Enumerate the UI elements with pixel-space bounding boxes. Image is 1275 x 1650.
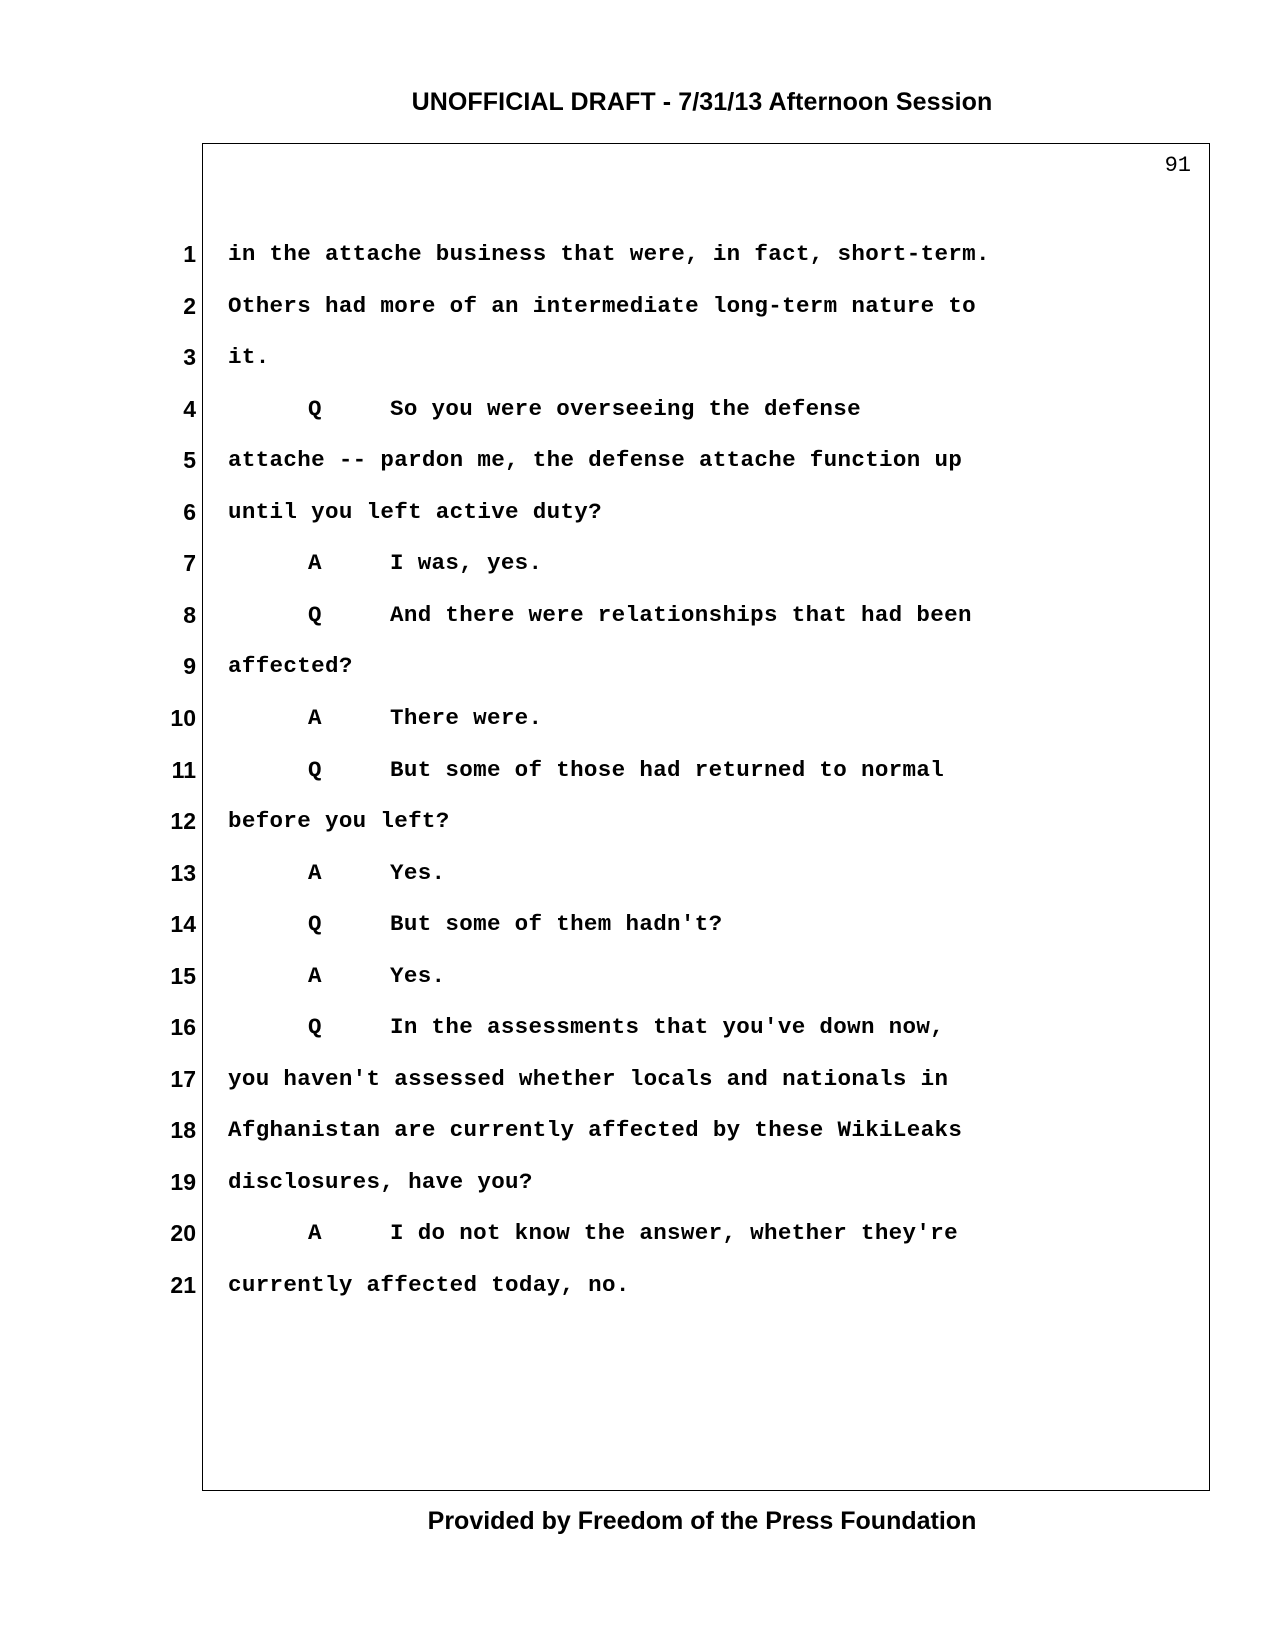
transcript-line [0, 497, 1275, 527]
line-text: it. [228, 344, 270, 370]
line-text: before you left? [228, 808, 450, 834]
line-text: Others had more of an intermediate long-term nature to [228, 293, 977, 319]
line-number: 9 [183, 653, 196, 679]
line-number: 10 [170, 705, 196, 731]
answer-marker: A [308, 860, 322, 886]
transcript-line [0, 1012, 1275, 1042]
transcript-line [0, 961, 1275, 991]
transcript-line [0, 1270, 1275, 1300]
question-marker: Q [308, 757, 322, 783]
line-number: 17 [170, 1066, 196, 1092]
question-marker: Q [308, 396, 322, 422]
transcript-line [0, 445, 1275, 475]
line-number: 13 [170, 860, 196, 886]
transcript-line [0, 1064, 1275, 1094]
answer-marker: A [308, 1220, 322, 1246]
line-text [308, 755, 944, 785]
line-number: 14 [170, 911, 196, 937]
document-footer: Provided by Freedom of the Press Foundation [427, 1507, 977, 1535]
question-marker: Q [308, 1014, 322, 1040]
line-text [308, 858, 445, 888]
testimony-text: So you were overseeing the defense [390, 396, 861, 422]
transcript-line [0, 909, 1275, 939]
transcript-line [0, 1218, 1275, 1248]
line-number: 11 [171, 757, 196, 783]
transcript-line [0, 806, 1275, 836]
transcript-line [0, 755, 1275, 785]
line-text [308, 1218, 958, 1248]
line-text: attache -- pardon me, the defense attache function up [228, 447, 963, 473]
line-number: 3 [183, 344, 196, 370]
document-header: UNOFFICIAL DRAFT - 7/31/13 Afternoon Session [411, 88, 993, 116]
transcript-line [0, 1167, 1275, 1197]
line-number: 7 [183, 550, 196, 576]
line-text: until you left active duty? [228, 499, 603, 525]
line-number: 15 [170, 963, 196, 989]
line-number: 6 [183, 499, 196, 525]
transcript-line [0, 858, 1275, 888]
line-text [308, 703, 542, 733]
question-marker: Q [308, 602, 322, 628]
testimony-text: I was, yes. [390, 550, 543, 576]
transcript-line [0, 239, 1275, 269]
transcript-line [0, 548, 1275, 578]
line-number: 16 [170, 1014, 196, 1040]
question-marker: Q [308, 911, 322, 937]
line-number: 21 [170, 1272, 196, 1298]
line-number: 19 [170, 1169, 196, 1195]
line-text [308, 909, 722, 939]
line-number: 18 [170, 1117, 196, 1143]
line-text: disclosures, have you? [228, 1169, 533, 1195]
line-number: 2 [183, 293, 196, 319]
transcript-line [0, 1115, 1275, 1145]
line-text [308, 961, 445, 991]
transcript-line [0, 394, 1275, 424]
line-number: 20 [170, 1220, 196, 1246]
line-text: in the attache business that were, in fact, short-term. [228, 241, 990, 267]
testimony-text: There were. [390, 705, 543, 731]
page-number: 91 [1164, 153, 1191, 178]
line-text: you haven't assessed whether locals and nationals in [228, 1066, 949, 1092]
testimony-text: But some of those had returned to normal [390, 757, 945, 783]
testimony-text: Yes. [390, 963, 446, 989]
line-number: 1 [183, 241, 196, 267]
transcript-line [0, 342, 1275, 372]
line-text: currently affected today, no. [228, 1272, 630, 1298]
answer-marker: A [308, 550, 322, 576]
testimony-text: And there were relationships that had been [390, 602, 972, 628]
answer-marker: A [308, 963, 322, 989]
transcript-line [0, 651, 1275, 681]
line-text [308, 548, 542, 578]
line-text [308, 1012, 944, 1042]
transcript-line [0, 291, 1275, 321]
testimony-text: I do not know the answer, whether they're [390, 1220, 958, 1246]
line-number: 12 [170, 808, 196, 834]
line-number: 8 [183, 602, 196, 628]
transcript-line [0, 600, 1275, 630]
testimony-text: Yes. [390, 860, 446, 886]
line-text [308, 394, 861, 424]
line-text: Afghanistan are currently affected by these WikiLeaks [228, 1117, 963, 1143]
testimony-text: In the assessments that you've down now, [390, 1014, 945, 1040]
line-number: 4 [183, 396, 196, 422]
transcript-line [0, 703, 1275, 733]
testimony-text: But some of them hadn't? [390, 911, 723, 937]
line-text: affected? [228, 653, 353, 679]
answer-marker: A [308, 705, 322, 731]
line-text [308, 600, 972, 630]
line-number: 5 [183, 447, 196, 473]
